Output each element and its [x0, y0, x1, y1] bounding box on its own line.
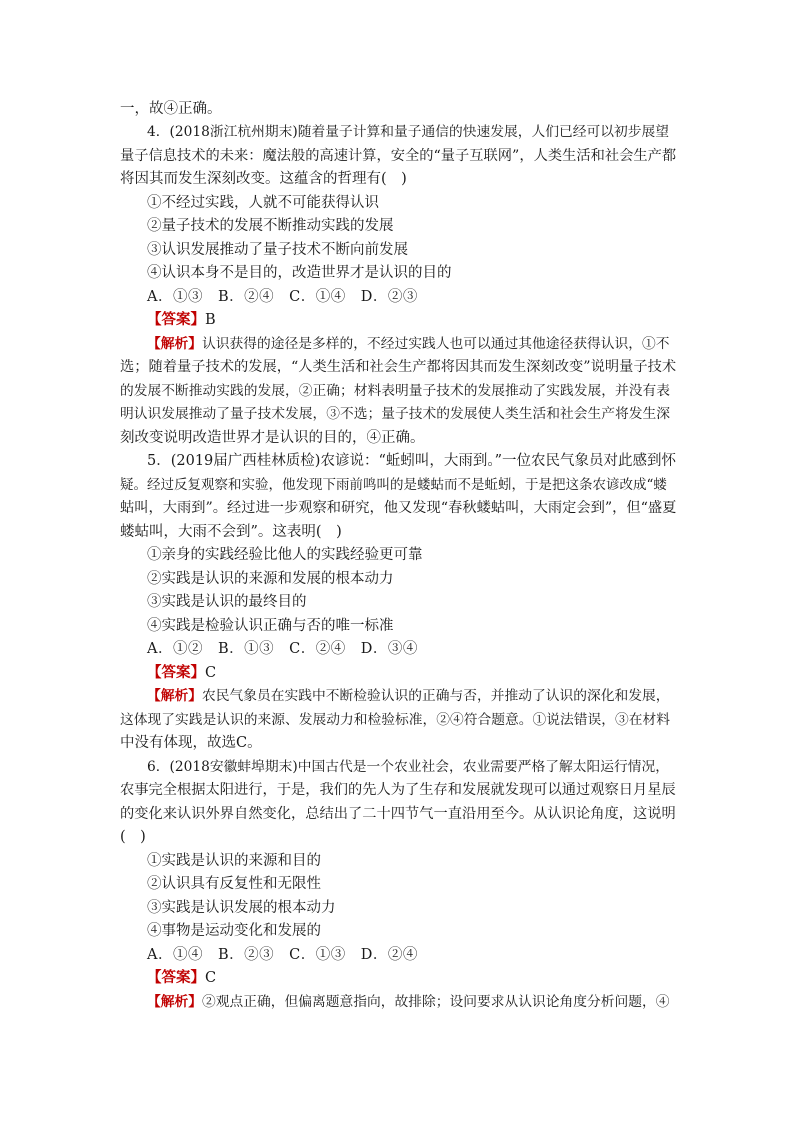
text-line: 疑。经过反复观察和实验，他发现下雨前鸣叫的是蝼蛄而不是蚯蚓，于是把这条农谚改成“蝼: [120, 477, 667, 493]
answer-tag: 【答案】: [147, 664, 205, 681]
statement-item: ①亲身的实践经验比他人的实践经验更可靠: [147, 547, 423, 563]
analysis-line: [147, 333, 670, 357]
text-line: 一，故④正确。: [120, 101, 222, 117]
answer-line: [147, 662, 216, 686]
text-line: 量子信息技术的未来：魔法般的高速计算，安全的“量子互联网”，人类生活和社会生产都: [120, 148, 677, 164]
text-line: 选；随着量子技术的发展，“人类生活和社会生产都将因其而发生深刻改变”说明量子技术: [120, 359, 677, 375]
statement-item: ①不经过实践，人就不可能获得认识: [147, 195, 379, 211]
text-line: 将因其而发生深刻改变。这蕴含的哲理有( ): [120, 171, 407, 187]
text-line: 明认识发展推动了量子技术发展，③不选；量子技术的发展使人类生活和社会生产将发生深: [120, 406, 671, 422]
analysis-line: [147, 991, 670, 1015]
text-line: 的发展不断推动实践的发展，②正确；材料表明量子技术的发展推动了实践发展，并没有表: [120, 383, 671, 399]
answer-value: C: [205, 970, 217, 986]
answer-options: A．①③ B．②④ C．①④ D．②③: [147, 289, 418, 305]
analysis-line: [147, 685, 670, 709]
analysis-tag: 【解析】: [147, 336, 203, 352]
statement-item: ②量子技术的发展不断推动实践的发展: [147, 218, 394, 234]
text-line: 蝼蛄叫，大雨不会到”。这表明( ): [120, 524, 342, 540]
answer-options: A．①② B．①③ C．②④ D．③④: [147, 641, 418, 657]
question-4-stem: 4．(2018浙江杭州期末)随着量子计算和量子通信的快速发展，人们已经可以初步展望: [147, 124, 669, 140]
analysis-tag: 【解析】: [147, 688, 203, 704]
question-6-stem: 6．(2018安徽蚌埠期末)中国古代是一个农业社会，农业需要严格了解太阳运行情况，: [147, 759, 669, 775]
analysis-text: ②观点正确，但偏离题意指向，故排除；设问要求从认识论角度分析问题，④: [202, 994, 670, 1010]
question-5-stem: 5．(2019届广西桂林质检)农谚说：“蚯蚓叫，大雨到。”一位农民气象员对此感到怀: [147, 453, 677, 469]
statement-item: ④事物是运动变化和发展的: [147, 923, 321, 939]
statement-item: ①实践是认识的来源和目的: [147, 853, 321, 869]
analysis-text: 认识获得的途径是多样的，不经过实践人也可以通过其他途径获得认识，①不: [202, 336, 670, 352]
statement-item: ④实践是检验认识正确与否的唯一标准: [147, 618, 394, 634]
statement-item: ③实践是认识发展的根本动力: [147, 900, 336, 916]
text-line: 这体现了实践是认识的来源、发展动力和检验标准，②④符合题意。①说法错误，③在材料: [120, 712, 671, 728]
answer-line: [147, 967, 216, 991]
answer-line: [147, 309, 216, 333]
answer-value: C: [205, 665, 217, 681]
text-line: 的变化来认识外界自然变化，总结出了二十四节气一直沿用至今。从认识论角度，这说明: [120, 806, 676, 822]
statement-item: ③实践是认识的最终目的: [147, 594, 307, 610]
text-line: 中没有体现，故选C。: [120, 735, 262, 751]
analysis-tag: 【解析】: [147, 994, 203, 1010]
answer-tag: 【答案】: [147, 969, 205, 986]
statement-item: ③认识发展推动了量子技术不断向前发展: [147, 242, 408, 258]
analysis-text: 农民气象员在实践中不断检验认识的正确与否，并推动了认识的深化和发展，: [202, 688, 670, 704]
text-line: 刻改变说明改造世界才是认识的目的，④正确。: [120, 430, 425, 446]
statement-item: ②实践是认识的来源和发展的根本动力: [147, 571, 394, 587]
answer-options: A．①④ B．②③ C．①③ D．②④: [147, 947, 418, 963]
statement-item: ②认识具有反复性和无限性: [147, 876, 321, 892]
answer-value: B: [205, 312, 216, 328]
text-line: 农事完全根据太阳进行，于是，我们的先人为了生存和发展就发现可以通过观察日月星辰: [120, 782, 676, 798]
text-line: ( ): [120, 829, 146, 845]
statement-item: ④认识本身不是目的，改造世界才是认识的目的: [147, 265, 452, 281]
answer-tag: 【答案】: [147, 311, 205, 328]
text-line: 蛄叫，大雨到”。经过进一步观察和研究，他又发现“春秋蝼蛄叫，大雨定会到”，但“盛夏: [120, 500, 677, 516]
